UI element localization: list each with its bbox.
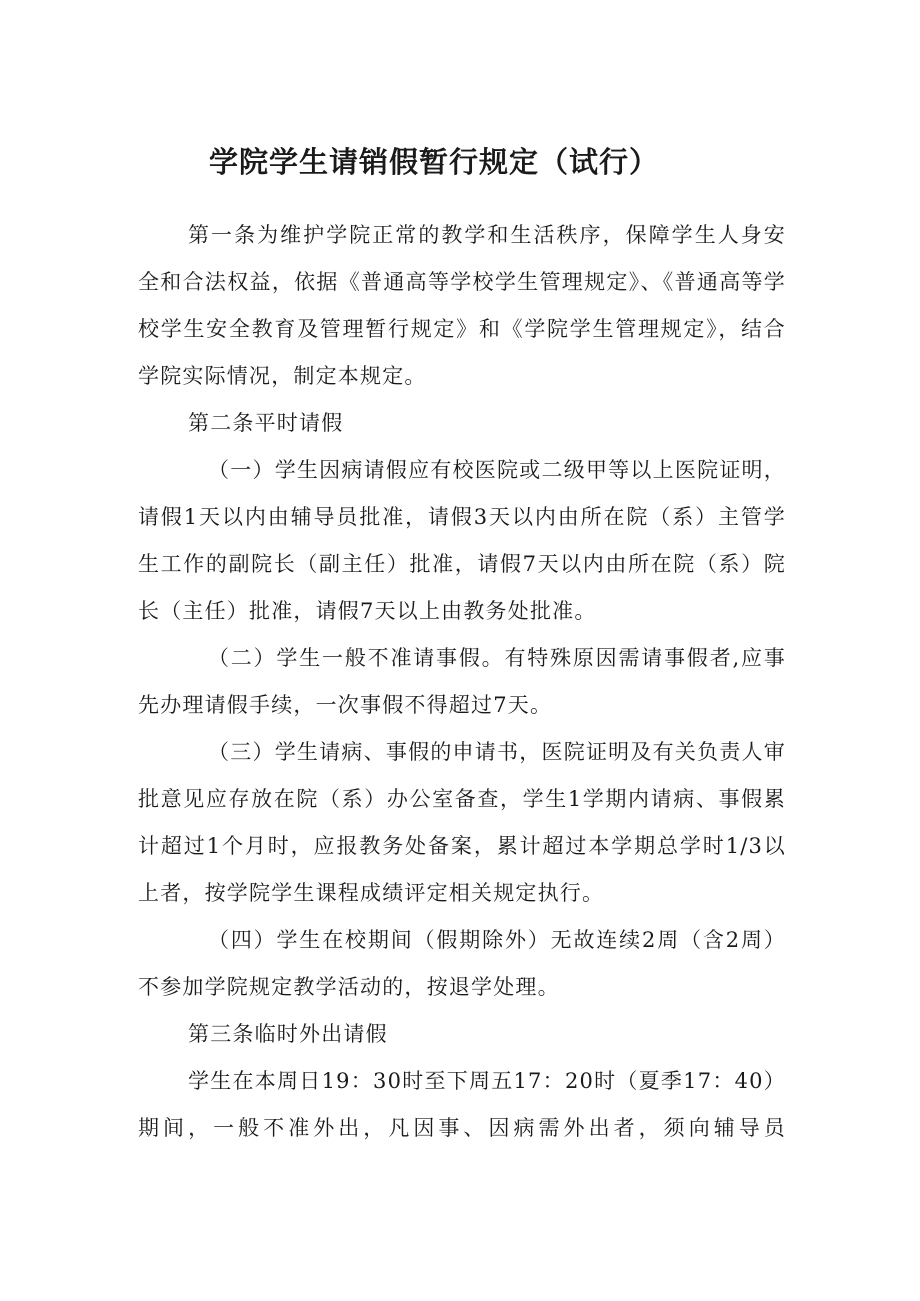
document-body: [138, 212, 786, 1152]
paragraph-article-2-item-4: （四）学生在校期间（假期除外）无故连续2周（含2周）不参加学院规定教学活动的，按退学处理。: [138, 928, 786, 999]
paragraph-article-2-item-2: （二）学生一般不准请事假。有特殊原因需请事假者,应事先办理请假手续，一次事假不得超过7天。: [138, 646, 786, 717]
paragraph-article-3-text: 学生在本周日19：30时至下周五17：20时（夏季17：40）期间，一般不准外出，凡因事、因病需外出者，须向辅导员: [138, 1069, 786, 1140]
document-title: 学院学生请销假暂行规定（试行）: [208, 145, 659, 179]
paragraph-article-3-heading: 第三条临时外出请假: [188, 1022, 388, 1046]
paragraph-article-2-item-3: （三）学生请病、事假的申请书，医院证明及有关负责人审批意见应存放在院（系）办公室备查，学生1学期内请病、事假累计超过1个月时，应报教务处备案，累计超过本学期总学时1/3以上者，按学院学生课程成绩评定相关规定执行。: [138, 740, 786, 905]
paragraph-article-2-heading: 第二条平时请假: [188, 411, 344, 435]
paragraph-article-2-item-1: （一）学生因病请假应有校医院或二级甲等以上医院证明，请假1天以内由辅导员批准，请假3天以内由所在院（系）主管学生工作的副院长（副主任）批准，请假7天以内由所在院（系）院长（主任）批准，请假7天以上由教务处批准。: [138, 458, 786, 623]
paragraph-article-1: 第一条为维护学院正常的教学和生活秩序，保障学生人身安全和合法权益，依据《普通高等学校学生管理规定》、《普通高等学校学生安全教育及管理暂行规定》和《学院学生管理规定》，结合学院实际情况，制定本规定。: [138, 223, 786, 388]
